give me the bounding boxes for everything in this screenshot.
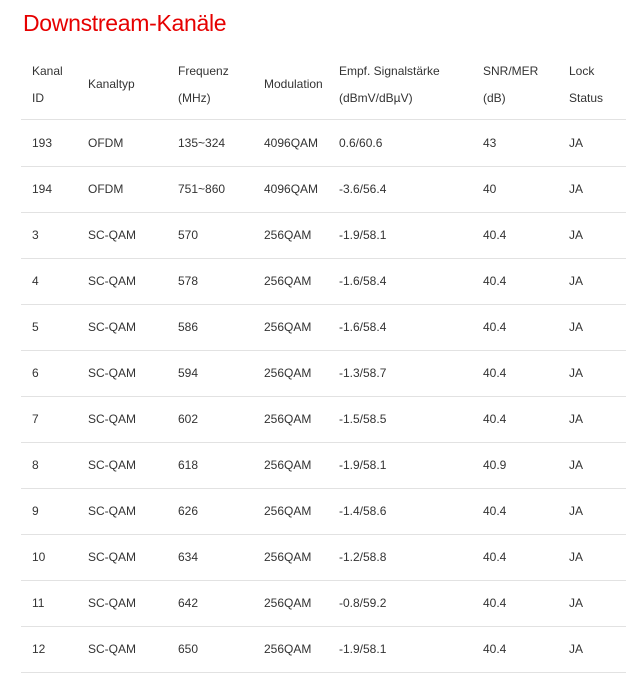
cell-kanaltyp: SC-QAM <box>77 488 167 534</box>
cell-kanaltyp: SC-QAM <box>77 304 167 350</box>
cell-lock-status: JA <box>558 119 626 166</box>
column-header-line1: Lock <box>569 63 595 78</box>
table-row <box>21 350 626 396</box>
cell-kanal-id: 7 <box>21 396 77 442</box>
cell-modulation: 256QAM <box>253 350 328 396</box>
cell-signalstaerke: -1.9/58.1 <box>328 626 472 672</box>
cell-modulation: 256QAM <box>253 304 328 350</box>
column-header-kanaltyp <box>77 51 167 119</box>
cell-snr-mer: 43 <box>472 119 558 166</box>
cell-kanaltyp: OFDM <box>77 119 167 166</box>
cell-kanaltyp: SC-QAM <box>77 396 167 442</box>
cell-signalstaerke: -1.6/58.4 <box>328 258 472 304</box>
column-header-line1: Frequenz <box>178 63 229 78</box>
cell-snr-mer: 40.4 <box>472 350 558 396</box>
table-row <box>21 442 626 488</box>
downstream-channel-table <box>21 51 626 673</box>
page-title: Downstream-Kanäle <box>23 10 227 36</box>
cell-kanaltyp: SC-QAM <box>77 534 167 580</box>
cell-lock-status: JA <box>558 580 626 626</box>
table-row <box>21 626 626 672</box>
column-header-snr-mer <box>472 51 558 119</box>
cell-modulation: 4096QAM <box>253 119 328 166</box>
cell-kanal-id: 193 <box>21 119 77 166</box>
cell-signalstaerke: -1.6/58.4 <box>328 304 472 350</box>
cell-frequenz: 578 <box>167 258 253 304</box>
column-header-line2: (dB) <box>483 90 506 105</box>
cell-modulation: 256QAM <box>253 258 328 304</box>
column-header-line1: Kanaltyp <box>88 77 135 92</box>
cell-signalstaerke: -1.3/58.7 <box>328 350 472 396</box>
column-header-line1: Empf. Signalstärke <box>339 63 440 78</box>
cell-signalstaerke: -1.4/58.6 <box>328 488 472 534</box>
table-header-row <box>21 51 626 119</box>
cell-frequenz: 570 <box>167 212 253 258</box>
cell-lock-status: JA <box>558 212 626 258</box>
column-header-kanal-id <box>21 51 77 119</box>
table-body <box>21 119 626 672</box>
cell-snr-mer: 40.4 <box>472 258 558 304</box>
cell-frequenz: 634 <box>167 534 253 580</box>
cell-modulation: 256QAM <box>253 626 328 672</box>
cell-frequenz: 650 <box>167 626 253 672</box>
cell-lock-status: JA <box>558 442 626 488</box>
cell-kanal-id: 12 <box>21 626 77 672</box>
cell-signalstaerke: -3.6/56.4 <box>328 166 472 212</box>
cell-modulation: 256QAM <box>253 212 328 258</box>
cell-snr-mer: 40.4 <box>472 580 558 626</box>
column-header-frequenz <box>167 51 253 119</box>
table-row <box>21 396 626 442</box>
cell-kanal-id: 5 <box>21 304 77 350</box>
column-header-line2: Status <box>569 90 604 105</box>
cell-lock-status: JA <box>558 396 626 442</box>
cell-snr-mer: 40.4 <box>472 488 558 534</box>
cell-lock-status: JA <box>558 534 626 580</box>
cell-kanal-id: 3 <box>21 212 77 258</box>
table-row <box>21 166 626 212</box>
table-row <box>21 119 626 166</box>
cell-kanal-id: 194 <box>21 166 77 212</box>
cell-kanal-id: 10 <box>21 534 77 580</box>
cell-kanaltyp: SC-QAM <box>77 442 167 488</box>
cell-snr-mer: 40.4 <box>472 534 558 580</box>
cell-kanal-id: 6 <box>21 350 77 396</box>
table-row <box>21 258 626 304</box>
cell-snr-mer: 40.4 <box>472 396 558 442</box>
cell-kanal-id: 8 <box>21 442 77 488</box>
cell-kanaltyp: OFDM <box>77 166 167 212</box>
cell-modulation: 256QAM <box>253 580 328 626</box>
cell-modulation: 256QAM <box>253 442 328 488</box>
table-row <box>21 304 626 350</box>
table-row <box>21 212 626 258</box>
table-row <box>21 534 626 580</box>
table-row <box>21 488 626 534</box>
cell-frequenz: 626 <box>167 488 253 534</box>
column-header-signalstaerke <box>328 51 472 119</box>
column-header-line2: ID <box>32 90 44 105</box>
column-header-modulation <box>253 51 328 119</box>
cell-frequenz: 594 <box>167 350 253 396</box>
cell-modulation: 256QAM <box>253 534 328 580</box>
column-header-line1: SNR/MER <box>483 63 539 78</box>
cell-lock-status: JA <box>558 304 626 350</box>
cell-frequenz: 135~324 <box>167 119 253 166</box>
cell-modulation: 256QAM <box>253 396 328 442</box>
cell-signalstaerke: 0.6/60.6 <box>328 119 472 166</box>
cell-kanaltyp: SC-QAM <box>77 350 167 396</box>
cell-signalstaerke: -1.5/58.5 <box>328 396 472 442</box>
cell-lock-status: JA <box>558 258 626 304</box>
cell-kanaltyp: SC-QAM <box>77 212 167 258</box>
cell-kanal-id: 4 <box>21 258 77 304</box>
cell-signalstaerke: -1.9/58.1 <box>328 442 472 488</box>
cell-frequenz: 602 <box>167 396 253 442</box>
cell-signalstaerke: -0.8/59.2 <box>328 580 472 626</box>
cell-lock-status: JA <box>558 626 626 672</box>
column-header-line1: Kanal <box>32 63 63 78</box>
cell-modulation: 4096QAM <box>253 166 328 212</box>
cell-snr-mer: 40.4 <box>472 304 558 350</box>
column-header-line2: (MHz) <box>178 90 211 105</box>
column-header-lock-status <box>558 51 626 119</box>
cell-snr-mer: 40.9 <box>472 442 558 488</box>
cell-lock-status: JA <box>558 488 626 534</box>
cell-signalstaerke: -1.2/58.8 <box>328 534 472 580</box>
cell-snr-mer: 40.4 <box>472 626 558 672</box>
cell-frequenz: 642 <box>167 580 253 626</box>
cell-snr-mer: 40.4 <box>472 212 558 258</box>
cell-lock-status: JA <box>558 166 626 212</box>
cell-kanal-id: 9 <box>21 488 77 534</box>
cell-frequenz: 586 <box>167 304 253 350</box>
cell-frequenz: 751~860 <box>167 166 253 212</box>
column-header-line1: Modulation <box>264 77 323 92</box>
cell-kanaltyp: SC-QAM <box>77 580 167 626</box>
cell-signalstaerke: -1.9/58.1 <box>328 212 472 258</box>
cell-frequenz: 618 <box>167 442 253 488</box>
cell-kanal-id: 11 <box>21 580 77 626</box>
cell-kanaltyp: SC-QAM <box>77 626 167 672</box>
cell-kanaltyp: SC-QAM <box>77 258 167 304</box>
cell-snr-mer: 40 <box>472 166 558 212</box>
table-row <box>21 580 626 626</box>
column-header-line2: (dBmV/dBµV) <box>339 90 413 105</box>
cell-modulation: 256QAM <box>253 488 328 534</box>
cell-lock-status: JA <box>558 350 626 396</box>
